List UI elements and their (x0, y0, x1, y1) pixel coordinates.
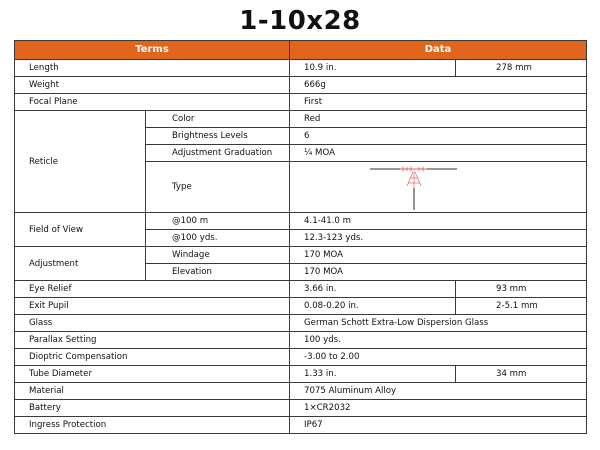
row-ingress (15, 417, 587, 434)
value-reticle-color: Red (290, 111, 587, 128)
label-graduation: Adjustment Graduation (146, 145, 290, 162)
label-windage: Windage (146, 247, 290, 264)
value-weight: 666g (290, 77, 587, 94)
spec-table (14, 40, 587, 434)
value-exit-pupil-mm: 2-5.1 mm (456, 298, 587, 315)
label-reticle-type: Type (146, 162, 290, 213)
row-exit-pupil (15, 298, 587, 315)
label-tube-diameter: Tube Diameter (15, 366, 290, 383)
value-graduation: ¼ MOA (290, 145, 587, 162)
row-tube-diameter (15, 366, 587, 383)
header-data: Data (290, 41, 587, 60)
value-windage: 170 MOA (290, 247, 587, 264)
value-reticle-type (290, 162, 587, 213)
label-glass: Glass (15, 315, 290, 332)
value-fov-m: 4.1-41.0 m (290, 213, 587, 230)
label-eye-relief: Eye Relief (15, 281, 290, 298)
value-elevation: 170 MOA (290, 264, 587, 281)
value-eye-relief-in: 3.66 in. (290, 281, 456, 298)
header-terms: Terms (15, 41, 290, 60)
row-parallax (15, 332, 587, 349)
label-dioptric: Dioptric Compensation (15, 349, 290, 366)
row-eye-relief (15, 281, 587, 298)
value-focal-plane: First (290, 94, 587, 111)
label-fov-yds: @100 yds. (146, 230, 290, 247)
value-dioptric: -3.00 to 2.00 (290, 349, 587, 366)
value-tube-in: 1.33 in. (290, 366, 456, 383)
label-fov-m: @100 m (146, 213, 290, 230)
value-brightness: 6 (290, 128, 587, 145)
label-weight: Weight (15, 77, 290, 94)
value-exit-pupil-in: 0.08-0.20 in. (290, 298, 456, 315)
row-dioptric (15, 349, 587, 366)
value-eye-relief-mm: 93 mm (456, 281, 587, 298)
label-parallax: Parallax Setting (15, 332, 290, 349)
row-material (15, 383, 587, 400)
value-length-in: 10.9 in. (290, 60, 456, 77)
value-tube-mm: 34 mm (456, 366, 587, 383)
value-battery: 1×CR2032 (290, 400, 587, 417)
value-ingress: IP67 (290, 417, 587, 434)
label-exit-pupil: Exit Pupil (15, 298, 290, 315)
row-glass (15, 315, 587, 332)
label-length: Length (15, 60, 290, 77)
value-material: 7075 Aluminum Alloy (290, 383, 587, 400)
row-fov-m (15, 213, 587, 230)
value-length-mm: 278 mm (456, 60, 587, 77)
label-elevation: Elevation (146, 264, 290, 281)
label-battery: Battery (15, 400, 290, 417)
label-focal-plane: Focal Plane (15, 94, 290, 111)
label-reticle: Reticle (15, 111, 146, 213)
label-ingress: Ingress Protection (15, 417, 290, 434)
table-header-row (15, 41, 587, 60)
value-fov-yds: 12.3-123 yds. (290, 230, 587, 247)
label-brightness: Brightness Levels (146, 128, 290, 145)
label-adjustment: Adjustment (15, 247, 146, 281)
label-fov: Field of View (15, 213, 146, 247)
row-length (15, 60, 587, 77)
value-parallax: 100 yds. (290, 332, 587, 349)
page-title: 1-10x28 (239, 6, 361, 36)
row-weight (15, 77, 587, 94)
row-reticle-color (15, 111, 587, 128)
row-focal-plane (15, 94, 587, 111)
label-reticle-color: Color (146, 111, 290, 128)
row-battery (15, 400, 587, 417)
value-glass: German Schott Extra-Low Dispersion Glass (290, 315, 587, 332)
row-windage (15, 247, 587, 264)
reticle-diagram-icon (290, 162, 587, 212)
label-material: Material (15, 383, 290, 400)
